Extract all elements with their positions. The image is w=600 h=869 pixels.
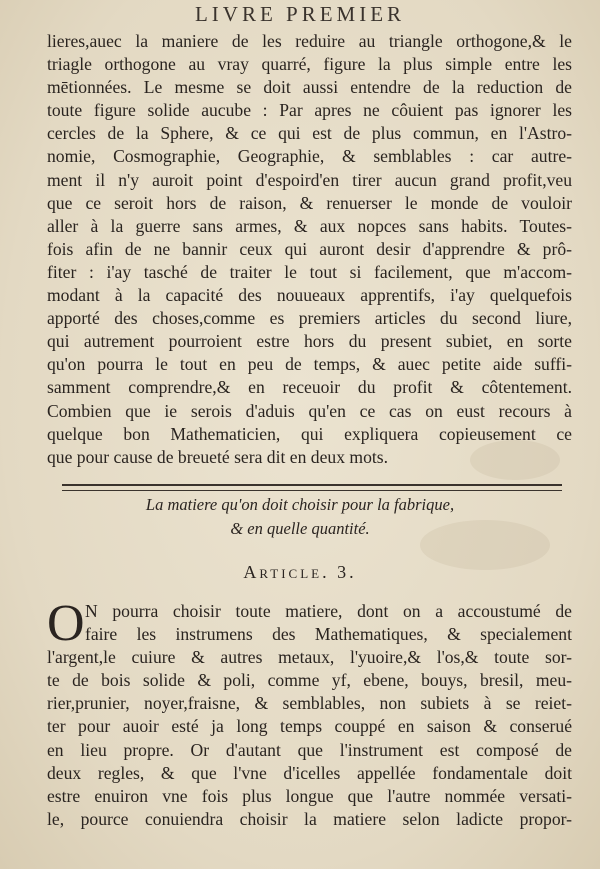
text-line: rier,prunier, noyer,fraisne, & semblables, non subiets à se reiet-: [47, 693, 572, 714]
text-line: ment il n'y auroit point d'espoird'en tirer aucun grand profit,veu: [47, 169, 572, 190]
text-line: que pour cause de breueté sera dit en deux mots.: [47, 446, 388, 467]
text-line: quelque bon Mathematicien, qui expliquera copieusement ce: [47, 423, 572, 444]
drop-cap: O: [47, 595, 85, 652]
text-line: te de bois solide & poli, comme yf, ebene, bouys, bresil, meu-: [47, 670, 572, 691]
text-line: en lieu propre. Or d'autant que l'instrument est composé de: [47, 739, 572, 760]
text-line: mētionnées. Le mesme se doit aussi entendre de la reduction de: [47, 77, 572, 98]
running-title: LIVRE PREMIER: [194, 2, 406, 26]
text-line: deux regles, & que l'vne d'icelles appellée fondamentale doit: [47, 762, 572, 783]
text-line: que ce seroit hors de raison, & renuerser le monde de vouloir: [47, 192, 572, 213]
text-line: qui autrement pourroient estre hors du present subiet, en sorte: [47, 331, 572, 352]
section-divider: [62, 484, 562, 491]
text-line: fiter : i'ay tasché de traiter le tout si facilement, que m'accom-: [47, 261, 572, 282]
text-line: lieres,auec la maniere de les reduire au triangle orthogone,& le: [47, 31, 572, 51]
text-line: nomie, Cosmographie, Geographie, & semblables : car autre-: [47, 146, 572, 167]
paragraph-1: [47, 30, 572, 469]
text-line: qu'on pourra le tout en peu de temps, & auec petite aide suffi-: [47, 354, 572, 375]
text-line: ter pour auoir esté ja long temps couppé en saison & conserué: [47, 716, 572, 737]
text-line: N pourra choisir toute matiere, dont on a accoustumé de: [85, 601, 572, 621]
text-line: le, pource conuiendra choisir la matiere selon ladicte propor-: [47, 808, 572, 829]
text-line: aller à la guerre sans armes, & aux nopces sans habits. Toutes-: [47, 215, 572, 236]
text-line: faire les instrumens des Mathematiques, & specialement: [85, 624, 572, 645]
text-line: estre enuiron vne fois plus longue que l'autre nommée versati-: [47, 785, 572, 806]
text-line: apporté des choses,comme es premiers articles du second liure,: [47, 308, 572, 329]
paragraph-2: [47, 595, 572, 831]
text-line: toute figure solide aucube : Par apres ne côuient pas ignorer les: [47, 100, 572, 121]
article-label: Article. 3.: [243, 562, 357, 582]
text-line: l'argent,le cuiure & autres metaux, l'yuoire,& l'os,& toute sor-: [47, 647, 572, 668]
text-line: triagle orthogone au vray quarré, figure la plus simple entre les: [47, 54, 572, 75]
text-line: Combien que ie serois d'aduis qu'en ce cas on eust recours à: [47, 400, 572, 421]
section-title-line-1: La matiere qu'on doit choisir pour la fabrique,: [145, 495, 455, 514]
text-line: modant à la capacité des nouueaux apprentifs, i'ay quelquefois: [47, 285, 572, 306]
text-line: fois afin de ne bannir ceux qui auront desir d'apprendre & prô-: [47, 238, 572, 259]
text-line: cercles de la Sphere, & ce qui est de plus commun, en l'Astro-: [47, 123, 572, 144]
section-title-line-2: & en quelle quantité.: [230, 519, 370, 538]
text-line: samment comprendre,& en receuoir du profit & côtentement.: [47, 377, 572, 398]
